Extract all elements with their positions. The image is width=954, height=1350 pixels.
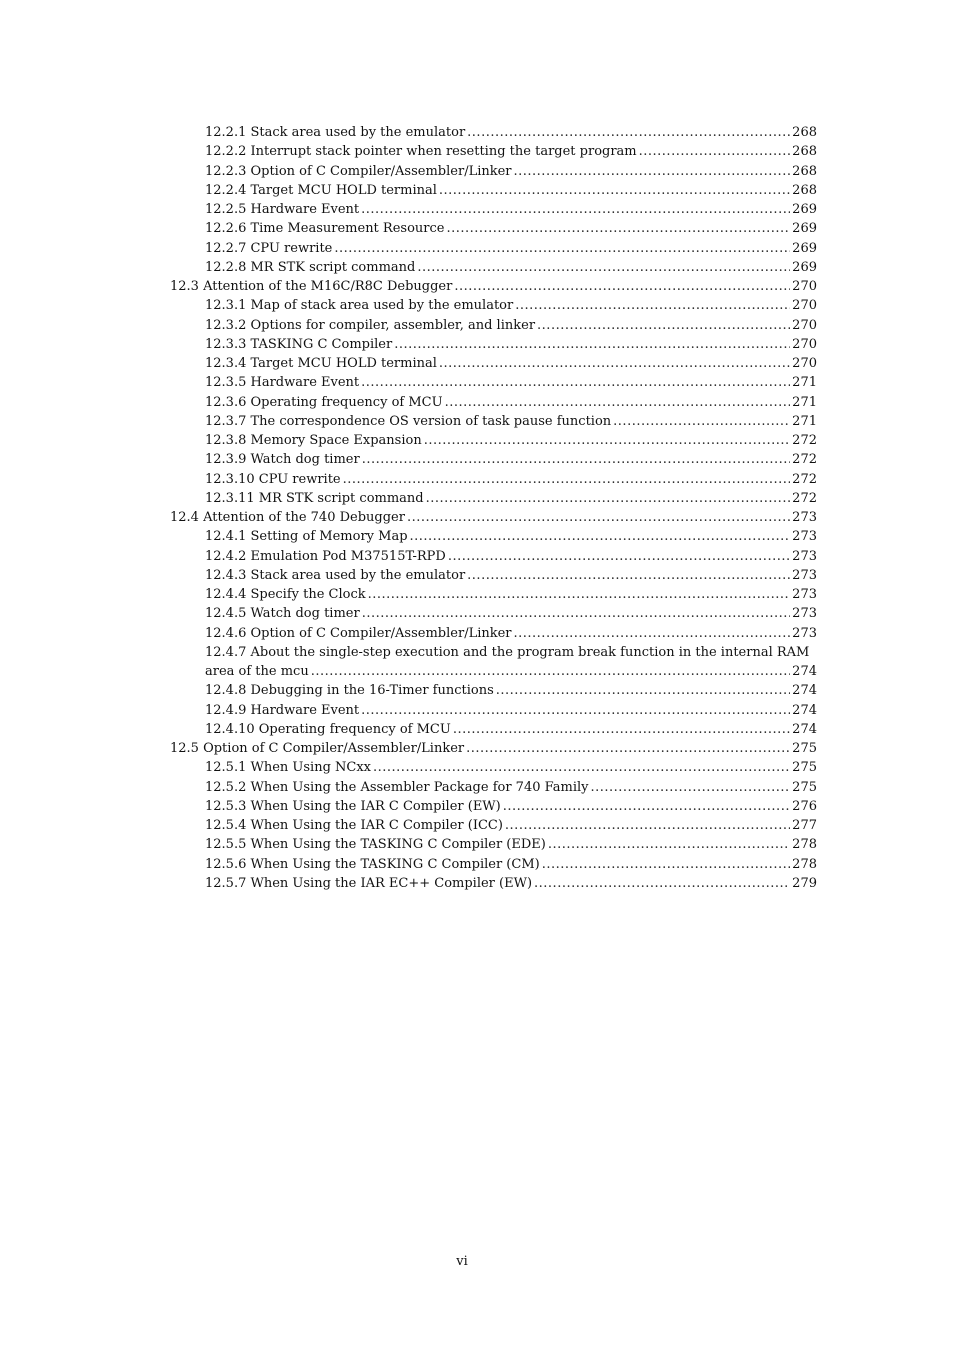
- toc-entry[interactable]: [170, 200, 817, 219]
- toc-entry-title: 12.4.8 Debugging in the 16-Timer functions: [205, 683, 494, 699]
- toc-entry[interactable]: [170, 758, 817, 777]
- toc-entry-page: 274: [792, 721, 817, 737]
- toc-entry-title: 12.5.1 When Using NCxx: [205, 760, 372, 776]
- toc-entry-title: 12.2.5 Hardware Event: [205, 202, 360, 217]
- toc-entry-title: 12.3.2 Options for compiler, assembler, and linker: [205, 317, 536, 333]
- toc-entry-title: 12.4.2 Emulation Pod M37515T-RPD: [205, 548, 446, 564]
- toc-entry-page: 270: [792, 298, 817, 314]
- dot-leader: [362, 450, 790, 469]
- dot-leader: [424, 431, 790, 450]
- toc-entry-page: 269: [792, 240, 817, 256]
- toc-entry-title: 12.5.5 When Using the TASKING C Compiler (EDE): [205, 837, 546, 853]
- toc-entry-title: 12.3.9 Watch dog timer: [205, 452, 360, 468]
- toc-entry[interactable]: [170, 547, 817, 566]
- toc-entry[interactable]: [170, 778, 817, 797]
- toc-entry-page: 271: [792, 394, 817, 410]
- toc-entry[interactable]: [170, 643, 817, 662]
- toc-entry-page: 274: [792, 664, 817, 679]
- toc-entry-title: 12.5.4 When Using the IAR C Compiler (ICC): [205, 818, 503, 833]
- toc-entry[interactable]: [170, 527, 817, 546]
- toc-entry-title: 12.3.1 Map of stack area used by the emulator: [205, 298, 514, 314]
- toc-entry[interactable]: [170, 239, 817, 258]
- toc-entry[interactable]: [170, 335, 817, 354]
- toc-entry-title: 12.2.4 Target MCU HOLD terminal: [205, 182, 437, 198]
- dot-leader: [394, 335, 790, 354]
- dot-leader: [311, 662, 790, 681]
- toc-section[interactable]: [170, 277, 817, 296]
- toc-entry[interactable]: [170, 412, 817, 431]
- toc-entry-page: 272: [792, 433, 817, 448]
- toc-entry[interactable]: [170, 142, 817, 161]
- dot-leader: [537, 316, 790, 335]
- toc-entry-title: 12.4.10 Operating frequency of MCU: [205, 721, 451, 737]
- toc-entry[interactable]: [170, 720, 817, 739]
- dot-leader: [514, 162, 791, 181]
- toc-entry[interactable]: [170, 219, 817, 238]
- toc-entry-page: 270: [792, 356, 817, 371]
- toc-entry-page: 279: [792, 875, 817, 891]
- toc-entry-page: 273: [792, 567, 817, 583]
- toc-entry-page: 269: [792, 259, 817, 275]
- toc-entry-title: 12.5.7 When Using the IAR EC++ Compiler (EW): [205, 875, 533, 891]
- dot-leader: [368, 585, 791, 604]
- toc-entry-title: 12.3.8 Memory Space Expansion: [205, 433, 422, 448]
- dot-leader: [362, 604, 790, 623]
- dot-leader: [343, 470, 791, 489]
- toc-entry-title: 12.3.4 Target MCU HOLD terminal: [205, 356, 437, 371]
- page-number: vi: [456, 1254, 468, 1269]
- toc-entry-title: 12.5.3 When Using the IAR C Compiler (EW): [205, 798, 501, 814]
- toc-entry-page: 276: [792, 798, 817, 814]
- toc-entry-page: 268: [792, 163, 817, 179]
- dot-leader: [542, 855, 790, 874]
- dot-leader: [514, 624, 791, 643]
- toc-entry-page: 273: [792, 529, 817, 545]
- toc-entry-title-continuation: area of the mcu: [205, 664, 309, 679]
- toc-entry[interactable]: [170, 258, 817, 277]
- dot-leader: [496, 681, 790, 700]
- toc-entry[interactable]: [170, 393, 817, 412]
- toc-entry[interactable]: [170, 431, 817, 450]
- toc-entry[interactable]: [170, 373, 817, 392]
- toc-entry[interactable]: [170, 123, 817, 142]
- toc-entry-page: 271: [792, 413, 817, 429]
- toc-entry-title: 12.3.3 TASKING C Compiler: [205, 336, 393, 352]
- dot-leader: [334, 239, 790, 258]
- toc-entry-title: 12.4.9 Hardware Event: [205, 702, 360, 718]
- toc-entry[interactable]: [170, 585, 817, 604]
- dot-leader: [361, 701, 790, 720]
- toc-entry-title: 12.3 Attention of the M16C/R8C Debugger: [170, 279, 453, 294]
- toc-entry-title: 12.4.6 Option of C Compiler/Assembler/Linker: [205, 625, 512, 641]
- toc-entry[interactable]: [170, 855, 817, 874]
- toc-entry[interactable]: [170, 701, 817, 720]
- toc-entry-title: 12.4.4 Specify the Clock: [205, 587, 366, 602]
- dot-leader: [453, 720, 790, 739]
- toc-entry-title: 12.4.3 Stack area used by the emulator: [205, 567, 466, 583]
- dot-leader: [373, 758, 790, 777]
- toc-entry-title: 12.2.2 Interrupt stack pointer when resetting the target program: [205, 144, 637, 160]
- dot-leader: [591, 778, 791, 797]
- toc-entry-title: 12.3.7 The correspondence OS version of task pause function: [205, 413, 612, 429]
- dot-leader: [446, 219, 790, 238]
- toc-entry[interactable]: [170, 797, 817, 816]
- toc-entry-page: 273: [792, 587, 817, 602]
- toc-entry[interactable]: [170, 450, 817, 469]
- dot-leader: [505, 816, 790, 835]
- dot-leader: [639, 142, 791, 161]
- toc-entry-continuation[interactable]: [170, 662, 817, 681]
- toc-entry-title: 12.4.1 Setting of Memory Map: [205, 529, 408, 545]
- toc-entry[interactable]: [170, 354, 817, 373]
- toc-entry-title: 12.2.7 CPU rewrite: [205, 240, 333, 256]
- toc-entry-page: 275: [792, 760, 817, 776]
- toc-entry-title: 12.4.7 About the single-step execution and the program break function in the internal RAM: [205, 644, 810, 660]
- toc-entry-page: 278: [792, 837, 817, 853]
- dot-leader: [448, 547, 790, 566]
- toc-entry[interactable]: [170, 566, 817, 585]
- toc-entry-title: 12.3.10 CPU rewrite: [205, 471, 341, 487]
- toc-entry-title: 12.2.6 Time Measurement Resource: [205, 221, 445, 237]
- toc-entry-title: 12.5 Option of C Compiler/Assembler/Linker: [170, 741, 465, 756]
- toc-entry[interactable]: [170, 296, 817, 315]
- toc-entry-page: 274: [792, 702, 817, 718]
- toc-entry[interactable]: [170, 816, 817, 835]
- toc-entry-page: 270: [792, 317, 817, 333]
- dot-leader: [445, 393, 791, 412]
- toc-entry[interactable]: [170, 681, 817, 700]
- toc-entry-page: 271: [792, 375, 817, 391]
- dot-leader: [426, 489, 791, 508]
- toc-entry-page: 273: [792, 625, 817, 641]
- toc-entry-title: 12.3.11 MR STK script command: [205, 490, 424, 506]
- toc-entry[interactable]: [170, 835, 817, 854]
- toc-entry-page: 269: [792, 221, 817, 237]
- toc-entry-title: 12.3.5 Hardware Event: [205, 375, 360, 391]
- toc-entry[interactable]: [170, 489, 817, 508]
- dot-leader: [467, 123, 790, 142]
- toc-entry-page: 273: [792, 606, 817, 622]
- toc-entry-page: 272: [792, 471, 817, 487]
- toc-entry[interactable]: [170, 874, 817, 893]
- toc-entry-page: 269: [792, 202, 817, 217]
- dot-leader: [417, 258, 790, 277]
- toc-entry-page: 272: [792, 490, 817, 506]
- dot-leader: [410, 527, 791, 546]
- toc-entry-page: 273: [792, 548, 817, 564]
- toc-entry-page: 278: [792, 856, 817, 872]
- dot-leader: [467, 566, 790, 585]
- toc-section[interactable]: [170, 739, 817, 758]
- table-of-contents: [170, 123, 817, 893]
- toc-entry-title: 12.2.3 Option of C Compiler/Assembler/Linker: [205, 163, 512, 179]
- dot-leader: [361, 373, 790, 392]
- dot-leader: [407, 508, 790, 527]
- dot-leader: [548, 835, 790, 854]
- toc-entry-title: 12.5.6 When Using the TASKING C Compiler (CM): [205, 856, 540, 872]
- dot-leader: [613, 412, 790, 431]
- toc-entry-page: 274: [792, 683, 817, 699]
- toc-entry-title: 12.3.6 Operating frequency of MCU: [205, 394, 443, 410]
- toc-entry[interactable]: [170, 181, 817, 200]
- toc-entry-page: 277: [792, 818, 817, 833]
- toc-entry[interactable]: [170, 624, 817, 643]
- dot-leader: [515, 296, 790, 315]
- toc-section[interactable]: [170, 508, 817, 527]
- toc-entry-page: 270: [792, 279, 817, 294]
- toc-entry-title: 12.5.2 When Using the Assembler Package for 740 Family: [205, 779, 589, 795]
- toc-entry-page: 268: [792, 182, 817, 198]
- toc-entry[interactable]: [170, 604, 817, 623]
- dot-leader: [534, 874, 790, 893]
- toc-entry-page: 273: [792, 510, 817, 525]
- toc-entry-title: 12.2.1 Stack area used by the emulator: [205, 125, 466, 140]
- toc-entry-page: 268: [792, 144, 817, 160]
- toc-entry[interactable]: [170, 162, 817, 181]
- toc-entry-page: 275: [792, 779, 817, 795]
- toc-entry-title: 12.2.8 MR STK script command: [205, 259, 416, 275]
- toc-entry-page: 272: [792, 452, 817, 468]
- dot-leader: [439, 354, 790, 373]
- dot-leader: [503, 797, 790, 816]
- toc-entry[interactable]: [170, 470, 817, 489]
- toc-entry-page: 270: [792, 336, 817, 352]
- toc-entry-title: 12.4.5 Watch dog timer: [205, 606, 360, 622]
- toc-entry[interactable]: [170, 316, 817, 335]
- toc-entry-page: 268: [792, 125, 817, 140]
- dot-leader: [466, 739, 790, 758]
- toc-entry-title: 12.4 Attention of the 740 Debugger: [170, 510, 405, 525]
- dot-leader: [361, 200, 790, 219]
- dot-leader: [454, 277, 790, 296]
- dot-leader: [439, 181, 790, 200]
- toc-entry-page: 275: [792, 741, 817, 756]
